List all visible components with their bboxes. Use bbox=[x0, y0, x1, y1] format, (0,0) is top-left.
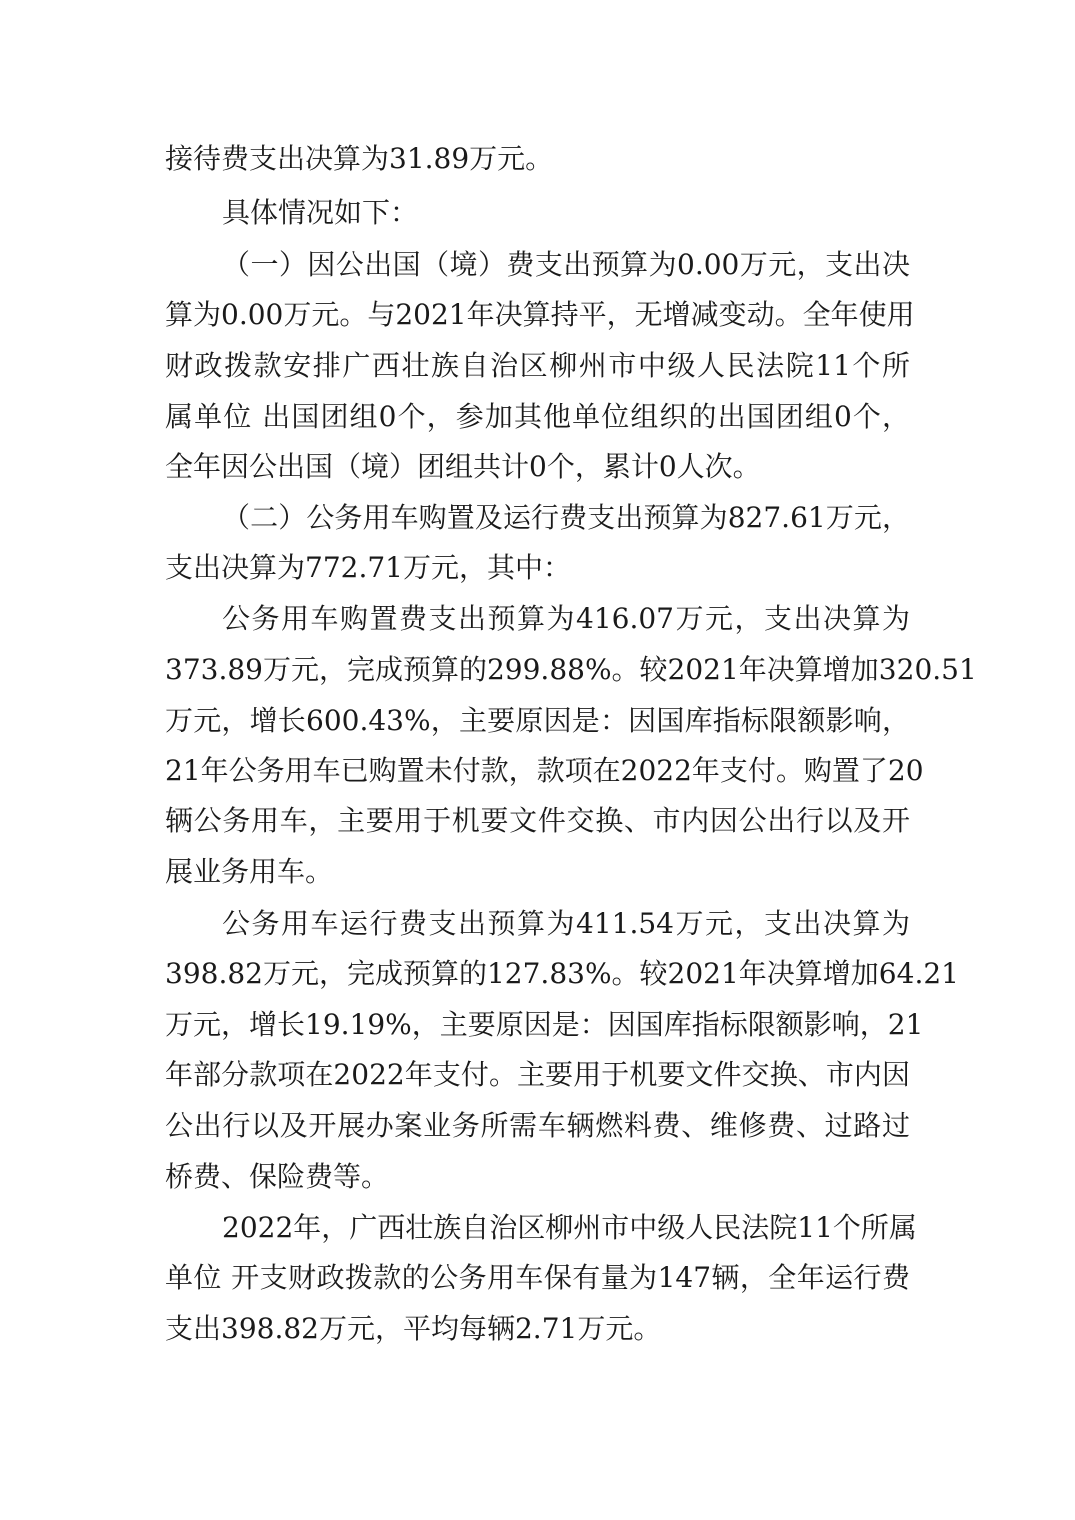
text-line: 公务用车运行费支出预算为411.54万元，支出决算为 bbox=[222, 907, 910, 940]
text-line: 财政拨款安排广西壮族自治区柳州市中级人民法院11个所 bbox=[165, 349, 910, 382]
text-line: 辆公务用车，主要用于机要文件交换、市内因公出行以及开 bbox=[165, 804, 910, 837]
text-line: 万元，增长600.43%，主要原因是：因国库指标限额影响， bbox=[165, 704, 910, 737]
text-line: 公出行以及开展办案业务所需车辆燃料费、维修费、过路过 bbox=[165, 1109, 910, 1142]
text-line: （二）公务用车购置及运行费支出预算为827.61万元， bbox=[222, 501, 910, 534]
text-line: 373.89万元，完成预算的299.88%。较2021年决算增加320.51 bbox=[165, 653, 977, 686]
text-line: 具体情况如下： bbox=[222, 196, 419, 229]
text-line: 桥费、保险费等。 bbox=[165, 1160, 390, 1193]
text-line: 万元，增长19.19%，主要原因是：因国库指标限额影响，21 bbox=[165, 1008, 924, 1041]
text-line: 接待费支出决算为31.89万元。 bbox=[165, 142, 554, 175]
text-line: 算为0.00万元。与2021年决算持平，无增减变动。全年使用 bbox=[165, 298, 915, 331]
text-line: 21年公务用车已购置未付款，款项在2022年支付。购置了20 bbox=[165, 754, 924, 787]
text-line: 支出398.82万元，平均每辆2.71万元。 bbox=[165, 1312, 662, 1345]
text-line: 属单位 出国团组0个，参加其他单位组织的出国团组0个， bbox=[165, 400, 910, 433]
text-line: （一）因公出国（境）费支出预算为0.00万元，支出决 bbox=[222, 248, 910, 281]
text-line: 年部分款项在2022年支付。主要用于机要文件交换、市内因 bbox=[165, 1058, 910, 1091]
text-line: 398.82万元，完成预算的127.83%。较2021年决算增加64.21 bbox=[165, 957, 959, 990]
text-line: 2022年，广西壮族自治区柳州市中级人民法院11个所属 bbox=[222, 1211, 917, 1244]
text-line: 单位 开支财政拨款的公务用车保有量为147辆，全年运行费 bbox=[165, 1261, 910, 1294]
text-line: 全年因公出国（境）团组共计0个，累计0人次。 bbox=[165, 450, 761, 483]
text-line: 支出决算为772.71万元，其中： bbox=[165, 551, 571, 584]
text-line: 公务用车购置费支出预算为416.07万元，支出决算为 bbox=[222, 602, 910, 635]
text-line: 展业务用车。 bbox=[165, 855, 334, 888]
